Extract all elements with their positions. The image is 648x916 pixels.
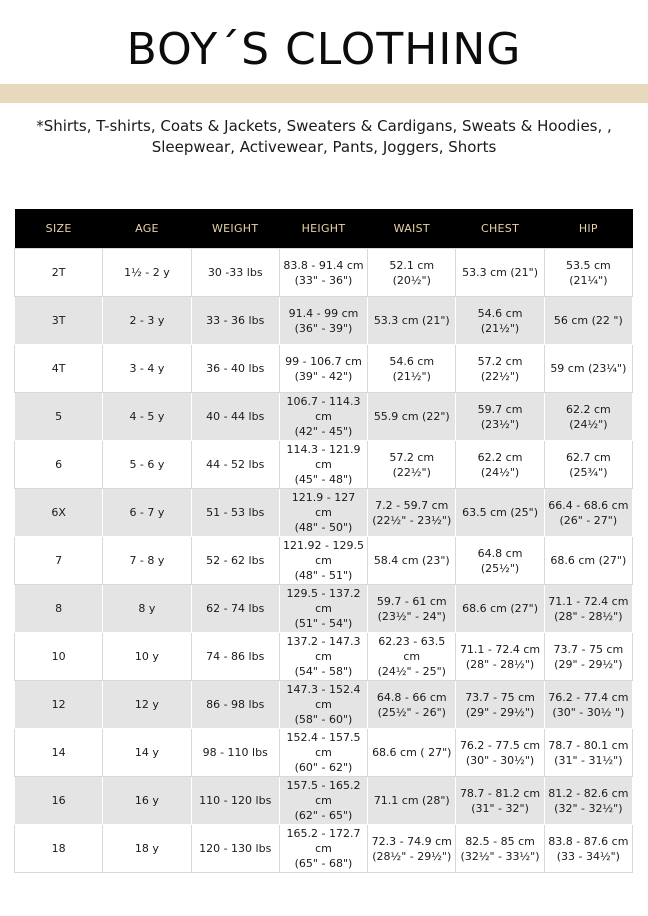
category-list: *Shirts, T-shirts, Coats & Jackets, Sweaters & Cardigans, Sweats & Hoodies, , Sleepwear, Activewear, Pants, Joggers, Shorts [36, 117, 612, 156]
table-cell-age: 10 y [103, 633, 191, 681]
table-cell-chest: 82.5 - 85 cm (32½" - 33½") [456, 825, 544, 873]
table-row [15, 249, 633, 297]
table-cell-age: 4 - 5 y [103, 393, 191, 441]
table-cell-weight: 120 - 130 lbs [191, 825, 279, 873]
table-row [15, 489, 633, 537]
table-cell-hip: 81.2 - 82.6 cm (32" - 32½") [544, 777, 632, 825]
table-row [15, 729, 633, 777]
table-cell-weight: 33 - 36 lbs [191, 297, 279, 345]
table-cell-hip: 73.7 - 75 cm (29" - 29½") [544, 633, 632, 681]
table-cell-size: 5 [15, 393, 103, 441]
table-cell-hip: 62.7 cm (25¾") [544, 441, 632, 489]
table-cell-hip: 56 cm (22 ") [544, 297, 632, 345]
table-cell-weight: 86 - 98 lbs [191, 681, 279, 729]
table-row [15, 441, 633, 489]
table-cell-height: 83.8 - 91.4 cm (33" - 36") [279, 249, 367, 297]
table-cell-hip: 66.4 - 68.6 cm (26" - 27") [544, 489, 632, 537]
table-cell-waist: 57.2 cm (22½") [368, 441, 456, 489]
table-cell-height: 121.92 - 129.5 cm (48" - 51") [279, 537, 367, 585]
table-cell-height: 99 - 106.7 cm (39" - 42") [279, 345, 367, 393]
table-cell-height: 137.2 - 147.3 cm (54" - 58") [279, 633, 367, 681]
table-cell-waist: 58.4 cm (23") [368, 537, 456, 585]
table-cell-waist: 62.23 - 63.5 cm (24½" - 25") [368, 633, 456, 681]
table-cell-age: 5 - 6 y [103, 441, 191, 489]
table-cell-hip: 68.6 cm (27") [544, 537, 632, 585]
table-row [15, 585, 633, 633]
column-header-height: HEIGHT [279, 209, 367, 249]
table-cell-age: 7 - 8 y [103, 537, 191, 585]
table-cell-size: 16 [15, 777, 103, 825]
table-cell-hip: 76.2 - 77.4 cm (30" - 30½ ") [544, 681, 632, 729]
table-row [15, 825, 633, 873]
table-cell-age: 6 - 7 y [103, 489, 191, 537]
table-row [15, 297, 633, 345]
table-cell-height: 129.5 - 137.2 cm (51" - 54") [279, 585, 367, 633]
table-cell-waist: 71.1 cm (28") [368, 777, 456, 825]
page-title: BOY´S CLOTHING [126, 24, 522, 75]
column-header-hip: HIP [544, 209, 632, 249]
table-cell-weight: 62 - 74 lbs [191, 585, 279, 633]
table-row [15, 537, 633, 585]
table-cell-waist: 64.8 - 66 cm (25½" - 26") [368, 681, 456, 729]
size-chart-table [14, 209, 633, 873]
table-cell-size: 12 [15, 681, 103, 729]
column-header-chest: CHEST [456, 209, 544, 249]
table-cell-size: 8 [15, 585, 103, 633]
table-cell-weight: 44 - 52 lbs [191, 441, 279, 489]
table-cell-hip: 71.1 - 72.4 cm (28" - 28½") [544, 585, 632, 633]
table-cell-hip: 78.7 - 80.1 cm (31" - 31½") [544, 729, 632, 777]
table-cell-height: 91.4 - 99 cm (36" - 39") [279, 297, 367, 345]
table-cell-weight: 30 -33 lbs [191, 249, 279, 297]
table-cell-waist: 53.3 cm (21") [368, 297, 456, 345]
table-cell-chest: 64.8 cm (25½") [456, 537, 544, 585]
table-cell-age: 18 y [103, 825, 191, 873]
table-cell-chest: 54.6 cm (21½") [456, 297, 544, 345]
table-cell-hip: 62.2 cm (24½") [544, 393, 632, 441]
table-header-row [15, 209, 633, 249]
table-cell-size: 18 [15, 825, 103, 873]
table-cell-weight: 36 - 40 lbs [191, 345, 279, 393]
table-cell-height: 121.9 - 127 cm (48" - 50") [279, 489, 367, 537]
table-row [15, 681, 633, 729]
table-cell-age: 16 y [103, 777, 191, 825]
table-cell-age: 3 - 4 y [103, 345, 191, 393]
table-cell-waist: 55.9 cm (22") [368, 393, 456, 441]
table-cell-waist: 54.6 cm (21½") [368, 345, 456, 393]
table-cell-height: 147.3 - 152.4 cm (58" - 60") [279, 681, 367, 729]
table-cell-chest: 63.5 cm (25") [456, 489, 544, 537]
table-row [15, 393, 633, 441]
table-cell-height: 114.3 - 121.9 cm (45" - 48") [279, 441, 367, 489]
table-cell-waist: 7.2 - 59.7 cm (22½" - 23½") [368, 489, 456, 537]
table-cell-waist: 68.6 cm ( 27") [368, 729, 456, 777]
table-cell-hip: 83.8 - 87.6 cm (33 - 34½") [544, 825, 632, 873]
table-cell-chest: 73.7 - 75 cm (29" - 29½") [456, 681, 544, 729]
column-header-age: AGE [103, 209, 191, 249]
table-cell-age: 2 - 3 y [103, 297, 191, 345]
table-row [15, 345, 633, 393]
table-cell-height: 152.4 - 157.5 cm (60" - 62") [279, 729, 367, 777]
table-cell-size: 6X [15, 489, 103, 537]
table-cell-waist: 72.3 - 74.9 cm (28½" - 29½") [368, 825, 456, 873]
table-cell-size: 2T [15, 249, 103, 297]
table-cell-age: 14 y [103, 729, 191, 777]
table-cell-weight: 40 - 44 lbs [191, 393, 279, 441]
table-cell-chest: 68.6 cm (27") [456, 585, 544, 633]
table-cell-height: 157.5 - 165.2 cm (62" - 65") [279, 777, 367, 825]
table-cell-size: 7 [15, 537, 103, 585]
table-cell-size: 10 [15, 633, 103, 681]
table-cell-waist: 59.7 - 61 cm (23½" - 24") [368, 585, 456, 633]
table-cell-height: 106.7 - 114.3 cm (42" - 45") [279, 393, 367, 441]
table-cell-hip: 53.5 cm (21¼") [544, 249, 632, 297]
table-cell-weight: 51 - 53 lbs [191, 489, 279, 537]
column-header-size: SIZE [15, 209, 103, 249]
table-cell-size: 14 [15, 729, 103, 777]
table-cell-weight: 98 - 110 lbs [191, 729, 279, 777]
table-cell-chest: 71.1 - 72.4 cm (28" - 28½") [456, 633, 544, 681]
table-cell-weight: 52 - 62 lbs [191, 537, 279, 585]
table-body [15, 249, 633, 873]
table-cell-weight: 110 - 120 lbs [191, 777, 279, 825]
table-cell-height: 165.2 - 172.7 cm (65" - 68") [279, 825, 367, 873]
table-cell-chest: 76.2 - 77.5 cm (30" - 30½") [456, 729, 544, 777]
accent-band [0, 84, 648, 103]
table-cell-size: 4T [15, 345, 103, 393]
table-cell-age: 12 y [103, 681, 191, 729]
table-cell-chest: 59.7 cm (23½") [456, 393, 544, 441]
table-cell-size: 3T [15, 297, 103, 345]
table-cell-weight: 74 - 86 lbs [191, 633, 279, 681]
table-cell-hip: 59 cm (23¼") [544, 345, 632, 393]
table-row [15, 777, 633, 825]
table-cell-age: 1½ - 2 y [103, 249, 191, 297]
table-row [15, 633, 633, 681]
table-cell-waist: 52.1 cm (20½") [368, 249, 456, 297]
table-cell-chest: 57.2 cm (22½") [456, 345, 544, 393]
table-cell-chest: 62.2 cm (24½") [456, 441, 544, 489]
table-cell-size: 6 [15, 441, 103, 489]
column-header-waist: WAIST [368, 209, 456, 249]
table-cell-chest: 78.7 - 81.2 cm (31" - 32") [456, 777, 544, 825]
column-header-weight: WEIGHT [191, 209, 279, 249]
table-cell-age: 8 y [103, 585, 191, 633]
table-cell-chest: 53.3 cm (21") [456, 249, 544, 297]
